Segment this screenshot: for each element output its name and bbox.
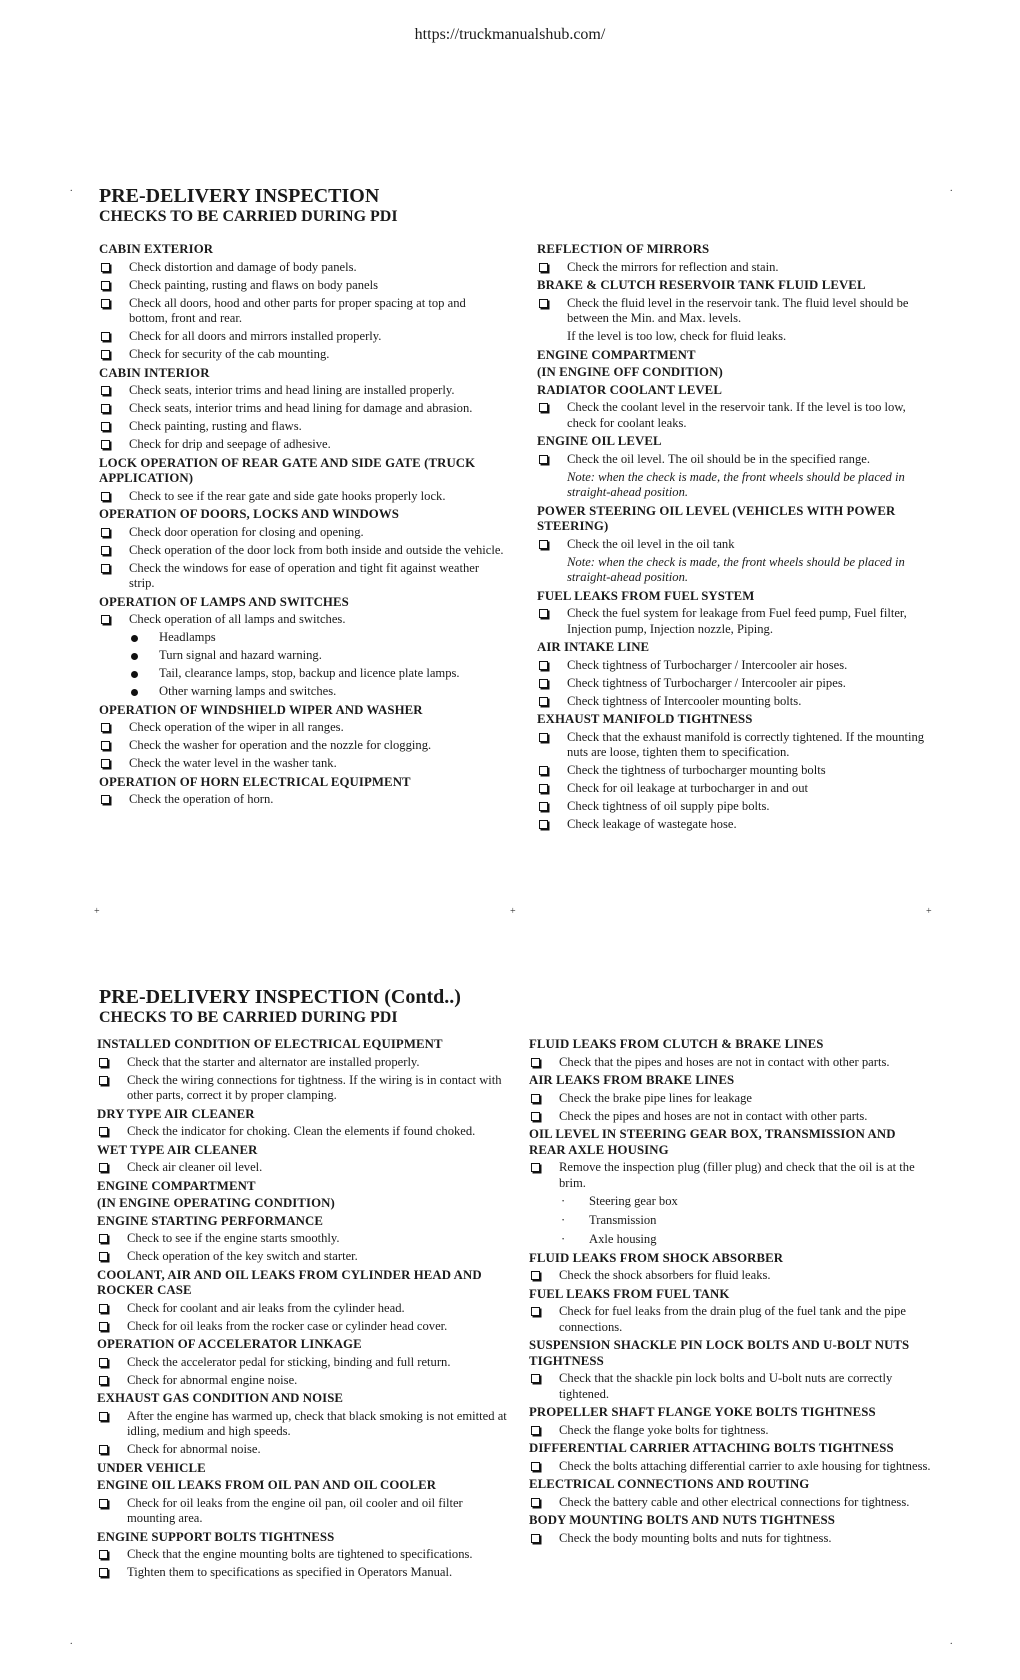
crop-mark: + [94, 906, 100, 917]
middot-icon: · [561, 1193, 566, 1208]
checklist-item: Check tightness of Turbocharger / Intercooler air pipes. [537, 676, 935, 692]
checkbox-icon[interactable] [531, 1094, 540, 1103]
section-oil-level-gearbox [529, 1127, 935, 1247]
section-heading: BRAKE & CLUTCH RESERVOIR TANK FLUID LEVEL [537, 278, 866, 292]
checklist-item: Check all doors, hood and other parts for proper spacing at top and bottom, front and rear. [99, 296, 507, 327]
section-heading: ENGINE OIL LEAKS FROM OIL PAN AND OIL COOLER [97, 1478, 437, 1492]
checklist-item: Check that the starter and alternator are installed properly. [97, 1055, 507, 1071]
checklist-item: Check that the pipes and hoses are not in contact with other parts. [529, 1055, 935, 1071]
bullet-icon [131, 653, 138, 660]
section-heading: ENGINE OIL LEVEL [537, 434, 662, 448]
checklist-item: Check the oil level in the oil tank [537, 537, 935, 553]
checklist-item: Check for abnormal noise. [97, 1442, 507, 1458]
checklist-item: Check for security of the cab mounting. [99, 347, 507, 363]
section-heading: POWER STEERING OIL LEVEL (VEHICLES WITH POWER STEERING) [537, 503, 896, 533]
section-differential [529, 1441, 935, 1474]
checklist-item: Check operation of the door lock from both inside and outside the vehicle. [99, 543, 507, 559]
checklist-item: Check for coolant and air leaks from the cylinder head. [97, 1301, 507, 1317]
section-heading: ENGINE SUPPORT BOLTS TIGHTNESS [97, 1529, 335, 1544]
section-cabin-exterior [99, 242, 507, 363]
section-dry-air-cleaner [97, 1107, 507, 1140]
checklist-item: Check the bolts attaching differential carrier to axle housing for tightness. [529, 1459, 935, 1475]
checkbox-icon[interactable] [99, 1127, 108, 1136]
section-heading: RADIATOR COOLANT LEVEL [537, 382, 722, 397]
section-electrical-equipment [97, 1037, 507, 1104]
section-cylinder-head-leaks [97, 1268, 507, 1335]
section-heading: ENGINE COMPARTMENT [537, 347, 696, 362]
section-fuel-leaks [537, 589, 935, 638]
section-heading: ENGINE COMPARTMENT [97, 1178, 256, 1193]
checklist-item: Check the operation of horn. [99, 792, 507, 808]
page-subtitle: CHECKS TO BE CARRIED DURING PDI [99, 208, 398, 225]
checkbox-icon[interactable] [101, 615, 110, 624]
checkbox-icon[interactable] [99, 1412, 108, 1421]
checklist-item: Check that the engine mounting bolts are tightened to specifications. [97, 1547, 507, 1563]
crop-mark: . [70, 183, 73, 194]
section-electrical-connections [529, 1477, 935, 1510]
checklist-item: Check the body mounting bolts and nuts for tightness. [529, 1531, 935, 1547]
checkbox-icon[interactable] [531, 1058, 540, 1067]
checkbox-icon[interactable] [531, 1426, 540, 1435]
checkbox-icon[interactable] [531, 1112, 540, 1121]
checklist-item: Check the oil level. The oil should be in the specified range. [537, 452, 935, 468]
crop-mark: + [926, 906, 932, 917]
checklist-item: Tighten them to specifications as specified in Operators Manual. [97, 1565, 507, 1581]
checklist-item: Check seats, interior trims and head lining for damage and abrasion. [99, 401, 507, 417]
section-suspension [529, 1338, 935, 1402]
section-heading: EXHAUST MANIFOLD TIGHTNESS [537, 712, 753, 726]
checkbox-icon[interactable] [539, 784, 548, 793]
checkbox-icon[interactable] [539, 679, 548, 688]
checklist-item: Check for oil leaks from the engine oil pan, oil cooler and oil filter mounting area. [97, 1496, 507, 1527]
section-heading: FLUID LEAKS FROM SHOCK ABSORBER [529, 1250, 784, 1265]
checkbox-icon[interactable] [531, 1307, 540, 1316]
section-engine-compartment [97, 1179, 507, 1212]
checklist-item: Check the coolant level in the reservoir tank. If the level is too low, check for coolant leaks. [537, 400, 935, 431]
checklist-item: Check seats, interior trims and head lining are installed properly. [99, 383, 507, 399]
checkbox-icon[interactable] [539, 661, 548, 670]
checklist-item: Check distortion and damage of body panels. [99, 260, 507, 276]
checklist-item: Check door operation for closing and opening. [99, 525, 507, 541]
checklist-item: Check that the shackle pin lock bolts and U-bolt nuts are correctly tightened. [529, 1371, 935, 1402]
page1-right-column [537, 242, 935, 835]
checkbox-icon[interactable] [99, 1376, 108, 1385]
checklist-item: Check the wiring connections for tightness. If the wiring is in contact with other parts, correct it by proper clamping. [97, 1073, 507, 1104]
page-url[interactable]: https://truckmanualshub.com/ [414, 26, 606, 43]
checklist-item: Check the fluid level in the reservoir tank. The fluid level should be between the Min. and Max. levels. [537, 296, 935, 327]
checklist-item: Check for drip and seepage of adhesive. [99, 437, 507, 453]
checklist-item: Check operation of the key switch and starter. [97, 1249, 507, 1265]
section-heading: ENGINE STARTING PERFORMANCE [97, 1213, 323, 1228]
checkbox-icon[interactable] [539, 540, 548, 549]
checkbox-icon[interactable] [539, 609, 548, 618]
checklist-item: Check the indicator for choking. Clean the elements if found choked. [97, 1124, 507, 1140]
checkbox-icon[interactable] [99, 1058, 108, 1067]
checkbox-icon[interactable] [531, 1462, 540, 1471]
checklist-item: Check for oil leakage at turbocharger in and out [537, 781, 935, 797]
checklist-item: Check the windows for ease of operation and tight fit against weather strip. [99, 561, 507, 592]
section-heading: LOCK OPERATION OF REAR GATE AND SIDE GATE (TRUCK APPLICATION) [99, 455, 476, 485]
section-heading: CABIN EXTERIOR [99, 242, 214, 256]
item-continuation: If the level is too low, check for fluid leaks. [567, 329, 787, 343]
checklist-item: Check the pipes and hoses are not in contact with other parts. [529, 1109, 935, 1125]
section-heading: AIR LEAKS FROM BRAKE LINES [529, 1073, 735, 1087]
section-exhaust-manifold [537, 712, 935, 833]
section-wet-air-cleaner [97, 1143, 507, 1176]
checkbox-icon[interactable] [101, 759, 110, 768]
checkbox-icon[interactable] [539, 455, 548, 464]
section-lamps-switches [99, 595, 507, 700]
checklist-item: Check tightness of Intercooler mounting bolts. [537, 694, 935, 710]
section-heading: SUSPENSION SHACKLE PIN LOCK BOLTS AND U-BOLT NUTS TIGHTNESS [529, 1338, 910, 1368]
section-air-intake [537, 640, 935, 709]
checklist-item: Check the accelerator pedal for sticking, binding and full return. [97, 1355, 507, 1371]
section-heading: DIFFERENTIAL CARRIER ATTACHING BOLTS TIGHTNESS [529, 1441, 894, 1455]
page-title: PRE-DELIVERY INSPECTION [99, 185, 380, 207]
checklist-item: Check the battery cable and other electrical connections for tightness. [529, 1495, 935, 1511]
middot-icon: · [561, 1212, 566, 1227]
checkbox-icon[interactable] [101, 546, 110, 555]
checklist-item: Check the fuel system for leakage from Fuel feed pump, Fuel filter, Injection pump, Injection nozzle, Piping. [537, 606, 935, 637]
section-accelerator [97, 1337, 507, 1388]
checklist-item: Check painting, rusting and flaws on body panels [99, 278, 507, 294]
checklist-item: Check the shock absorbers for fluid leaks. [529, 1268, 935, 1284]
section-heading: FLUID LEAKS FROM CLUTCH & BRAKE LINES [529, 1037, 824, 1051]
sub-item: · Axle housing [561, 1231, 657, 1246]
section-heading: OPERATION OF HORN ELECTRICAL EQUIPMENT [99, 774, 411, 789]
section-lock-rear-gate [99, 456, 507, 505]
section-heading: CABIN INTERIOR [99, 365, 210, 380]
checklist-item: Check operation of the wiper in all ranges. [99, 720, 507, 736]
checklist-item: Check leakage of wastegate hose. [537, 817, 935, 833]
section-under-vehicle [97, 1461, 507, 1477]
note-text: Note: when the check is made, the front wheels should be placed in straight-ahead position. [567, 469, 905, 499]
checkbox-icon[interactable] [99, 1499, 108, 1508]
checkbox-icon[interactable] [531, 1374, 540, 1383]
checklist-item: Check tightness of Turbocharger / Intercooler air hoses. [537, 658, 935, 674]
checkbox-icon[interactable] [539, 733, 548, 742]
section-radiator-coolant [537, 383, 935, 432]
section-engine-starting [97, 1214, 507, 1265]
checkbox-icon[interactable] [99, 1322, 108, 1331]
checkbox-icon[interactable] [539, 403, 548, 412]
checkbox-icon[interactable] [101, 422, 110, 431]
checkbox-icon[interactable] [101, 795, 110, 804]
section-heading: OPERATION OF DOORS, LOCKS AND WINDOWS [99, 507, 399, 521]
page-subtitle: CHECKS TO BE CARRIED DURING PDI [99, 1009, 398, 1026]
section-heading: WET TYPE AIR CLEANER [97, 1142, 258, 1157]
section-exhaust-gas [97, 1391, 507, 1458]
checkbox-icon[interactable] [101, 528, 110, 537]
bullet-icon [131, 671, 138, 678]
section-engine-support [97, 1530, 507, 1581]
checklist-item: Check tightness of oil supply pipe bolts. [537, 799, 935, 815]
checklist-item: Check air cleaner oil level. [97, 1160, 507, 1176]
checkbox-icon[interactable] [101, 741, 110, 750]
checkbox-icon[interactable] [531, 1534, 540, 1543]
bullet-item: Other warning lamps and switches. [99, 684, 507, 700]
section-heading: EXHAUST GAS CONDITION AND NOISE [97, 1391, 344, 1405]
checklist-item: Check for fuel leaks from the drain plug of the fuel tank and the pipe connections. [529, 1304, 935, 1335]
section-shock-absorber [529, 1251, 935, 1284]
checkbox-icon[interactable] [539, 766, 548, 775]
checkbox-icon[interactable] [101, 564, 110, 573]
sub-item: · Steering gear box [561, 1193, 678, 1208]
checkbox-icon[interactable] [99, 1234, 108, 1243]
section-doors-locks-windows [99, 507, 507, 592]
checkbox-icon[interactable] [99, 1550, 108, 1559]
section-mirrors [537, 242, 935, 275]
sub-item: · Transmission [561, 1212, 657, 1227]
checklist-item: Check the brake pipe lines for leakage [529, 1091, 935, 1107]
checkbox-icon[interactable] [101, 350, 110, 359]
section-brake-clutch-fluid [537, 278, 935, 345]
middot-icon: · [561, 1231, 566, 1246]
section-heading: REFLECTION OF MIRRORS [537, 242, 710, 256]
section-heading: (IN ENGINE OFF CONDITION) [537, 365, 723, 379]
checklist-item: Remove the inspection plug (filler plug) and check that the oil is at the brim. [529, 1160, 935, 1191]
checkbox-icon[interactable] [101, 404, 110, 413]
checkbox-icon[interactable] [99, 1304, 108, 1313]
section-engine-oil [537, 434, 935, 501]
checkbox-icon[interactable] [99, 1445, 108, 1454]
section-heading: BODY MOUNTING BOLTS AND NUTS TIGHTNESS [529, 1513, 835, 1527]
section-clutch-brake-lines [529, 1037, 935, 1070]
section-air-leaks-brake [529, 1073, 935, 1124]
checkbox-icon[interactable] [99, 1163, 108, 1172]
checkbox-icon[interactable] [99, 1252, 108, 1261]
checkbox-icon[interactable] [539, 802, 548, 811]
checklist-item: Check operation of all lamps and switches. [99, 612, 507, 628]
checklist-item: Check to see if the rear gate and side gate hooks properly lock. [99, 489, 507, 505]
checklist-item: Check for abnormal engine noise. [97, 1373, 507, 1389]
bullet-item: Headlamps [99, 630, 507, 646]
checkbox-icon[interactable] [539, 697, 548, 706]
checklist-item: Check the tightness of turbocharger mounting bolts [537, 763, 935, 779]
section-fuel-tank [529, 1287, 935, 1336]
section-heading: AIR INTAKE LINE [537, 640, 650, 654]
section-heading: INSTALLED CONDITION OF ELECTRICAL EQUIPMENT [97, 1037, 443, 1051]
page2-left-column [97, 1037, 507, 1583]
checkbox-icon[interactable] [531, 1498, 540, 1507]
section-heading: FUEL LEAKS FROM FUEL TANK [529, 1286, 730, 1301]
section-heading: OPERATION OF ACCELERATOR LINKAGE [97, 1337, 362, 1351]
bullet-icon [131, 635, 138, 642]
page-title: PRE-DELIVERY INSPECTION (Contd..) [99, 986, 461, 1008]
section-horn [99, 775, 507, 808]
page1-left-column [99, 242, 507, 810]
checkbox-icon[interactable] [539, 820, 548, 829]
checklist-item: Check the mirrors for reflection and stain. [537, 260, 935, 276]
crop-mark: . [70, 1636, 73, 1647]
checkbox-icon[interactable] [101, 440, 110, 449]
checkbox-icon[interactable] [101, 386, 110, 395]
checkbox-icon[interactable] [531, 1271, 540, 1280]
note-text: Note: when the check is made, the front wheels should be placed in straight-ahead position. [567, 554, 905, 584]
bullet-icon [131, 689, 138, 696]
section-heading: FUEL LEAKS FROM FUEL SYSTEM [537, 588, 755, 603]
checkbox-icon[interactable] [101, 332, 110, 341]
crop-mark: + [510, 906, 516, 917]
section-heading: OPERATION OF WINDSHIELD WIPER AND WASHER [99, 702, 423, 717]
checklist-item: After the engine has warmed up, check that black smoking is not emitted at idling, medium and high speeds. [97, 1409, 507, 1440]
checkbox-icon[interactable] [101, 299, 110, 308]
checklist-item: Check to see if the engine starts smoothly. [97, 1231, 507, 1247]
section-heading: COOLANT, AIR AND OIL LEAKS FROM CYLINDER HEAD AND ROCKER CASE [97, 1267, 482, 1297]
section-heading: OPERATION OF LAMPS AND SWITCHES [99, 594, 349, 609]
section-heading: DRY TYPE AIR CLEANER [97, 1106, 255, 1121]
page2-right-column [529, 1037, 935, 1549]
section-heading: ELECTRICAL CONNECTIONS AND ROUTING [529, 1477, 810, 1491]
checklist-item: Check for oil leaks from the rocker case or cylinder head cover. [97, 1319, 507, 1335]
checklist-item: Check that the exhaust manifold is correctly tightened. If the mounting nuts are loose, tighten them to specification. [537, 730, 935, 761]
checkbox-icon[interactable] [539, 263, 548, 272]
section-heading: (IN ENGINE OPERATING CONDITION) [97, 1196, 335, 1210]
section-heading: OIL LEVEL IN STEERING GEAR BOX, TRANSMISSION AND REAR AXLE HOUSING [529, 1127, 896, 1157]
checkbox-icon[interactable] [531, 1163, 540, 1172]
section-heading: PROPELLER SHAFT FLANGE YOKE BOLTS TIGHTNESS [529, 1405, 876, 1419]
section-engine-compartment [537, 348, 935, 381]
section-oil-pan-leaks [97, 1478, 507, 1527]
checklist-item: Check the washer for operation and the nozzle for clogging. [99, 738, 507, 754]
checklist-item: Check painting, rusting and flaws. [99, 419, 507, 435]
checkbox-icon[interactable] [101, 723, 110, 732]
section-cabin-interior [99, 366, 507, 453]
checkbox-icon[interactable] [99, 1358, 108, 1367]
checklist-item: Check the water level in the washer tank. [99, 756, 507, 772]
section-body-mounting [529, 1513, 935, 1546]
checklist-item: Check the flange yoke bolts for tightness. [529, 1423, 935, 1439]
bullet-item: Tail, clearance lamps, stop, backup and licence plate lamps. [99, 666, 507, 682]
checkbox-icon[interactable] [101, 263, 110, 272]
section-wiper-washer [99, 703, 507, 772]
crop-mark: . [950, 1636, 953, 1647]
checkbox-icon[interactable] [99, 1568, 108, 1577]
crop-mark: . [950, 183, 953, 194]
section-power-steering [537, 504, 935, 586]
section-heading: UNDER VEHICLE [97, 1460, 206, 1475]
checkbox-icon[interactable] [539, 299, 548, 308]
checklist-item: Check for all doors and mirrors installed properly. [99, 329, 507, 345]
bullet-item: Turn signal and hazard warning. [99, 648, 507, 664]
checkbox-icon[interactable] [99, 1076, 108, 1085]
checkbox-icon[interactable] [101, 492, 110, 501]
checkbox-icon[interactable] [101, 281, 110, 290]
section-propeller-shaft [529, 1405, 935, 1438]
